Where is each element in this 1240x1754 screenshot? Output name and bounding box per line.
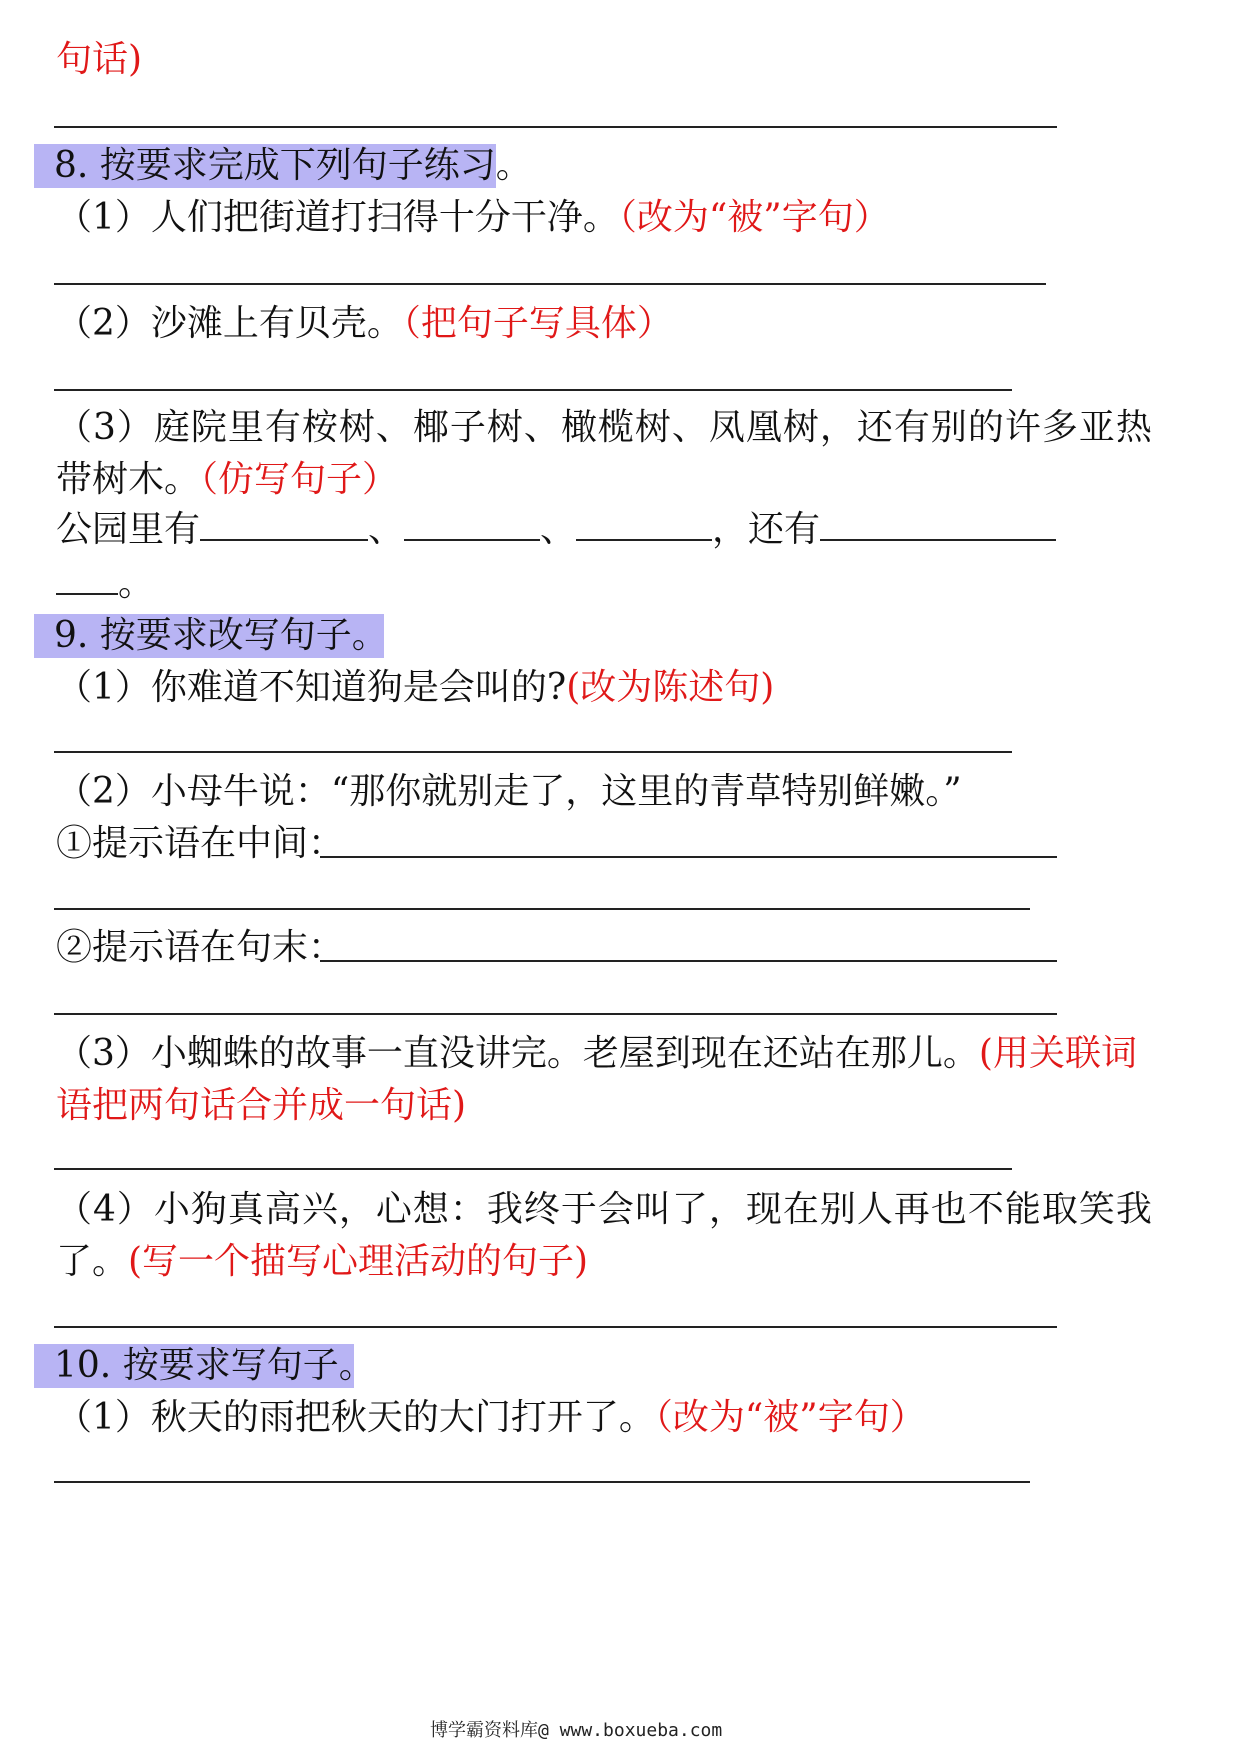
fill-end: 。 — [118, 563, 155, 604]
q8-item1-text: （1）人们把街道打扫得十分干净。 — [56, 197, 619, 238]
footer-url[interactable]: @ www.boxueba.com — [538, 1720, 723, 1741]
q9-item4-hint: (写一个描写心理活动的句子) — [128, 1241, 589, 1282]
q8-item3-text: 带树木。 — [56, 459, 201, 500]
fill-sep: ，还有 — [712, 509, 821, 550]
q8-fill-row — [56, 508, 1056, 552]
q8-item2-hint: （把句子写具体） — [402, 303, 673, 344]
fill-blank-5[interactable] — [56, 563, 118, 595]
q8-title: 8. 按要求完成下列句子练习。 — [54, 145, 532, 186]
fill-sep: 、 — [368, 509, 405, 550]
footer-site-name: 博学霸资料库 — [430, 1720, 538, 1741]
fill-sep: 、 — [540, 509, 577, 550]
q9-item3-text: （3）小蜘蛛的故事一直没讲完。老屋到现在还站在那儿。 — [56, 1033, 979, 1074]
answer-line[interactable] — [320, 960, 1057, 962]
fill-prefix: 公园里有 — [56, 509, 201, 550]
fill-blank-4[interactable] — [820, 509, 1056, 541]
answer-line[interactable] — [320, 856, 1057, 858]
answer-line — [54, 1326, 1057, 1328]
q9-item3-hint-b: 语把两句话合并成一句话) — [56, 1085, 467, 1126]
answer-line — [54, 283, 1046, 285]
footer-watermark — [430, 1716, 722, 1742]
fill-blank-3[interactable] — [576, 509, 712, 541]
q9-item1-hint: (改为陈述句) — [566, 667, 775, 708]
q9-item2-sub2: ②提示语在句末： — [56, 927, 345, 968]
q9-item2-text: （2）小母牛说：“那你就别走了，这里的青草特别鲜嫩。” — [56, 771, 962, 812]
q8-item3-line2 — [56, 458, 398, 502]
fill-blank-1[interactable] — [200, 509, 368, 541]
q8-item1-hint: （改为“被”字句） — [618, 197, 890, 238]
q8-item2 — [56, 302, 673, 346]
top-fragment-hint: 句话) — [56, 39, 143, 80]
answer-line — [54, 126, 1057, 128]
answer-line — [54, 908, 1030, 910]
answer-line — [54, 751, 1012, 753]
q9-item4-line1: （4）小狗真高兴，心想：我终于会叫了，现在别人再也不能取笑我 — [56, 1189, 1153, 1230]
q10-title: 10. 按要求写句子。 — [54, 1345, 375, 1386]
q8-fill-row2 — [56, 562, 154, 606]
fill-blank-2[interactable] — [404, 509, 540, 541]
answer-line — [54, 389, 1012, 391]
q8-item3-hint: （仿写句子） — [200, 459, 399, 500]
q8-item2-text: （2）沙滩上有贝壳。 — [56, 303, 403, 344]
q9-item1 — [56, 666, 774, 710]
q10-item1 — [56, 1396, 926, 1440]
answer-line — [54, 1013, 1057, 1015]
q9-item2-sub1: ①提示语在中间： — [56, 823, 345, 864]
q10-item1-text: （1）秋天的雨把秋天的大门打开了。 — [56, 1397, 655, 1438]
q9-item1-text: （1）你难道不知道狗是会叫的? — [56, 667, 567, 708]
answer-line — [54, 1481, 1030, 1483]
q8-item1 — [56, 196, 890, 240]
q10-item1-hint: （改为“被”字句） — [654, 1397, 926, 1438]
answer-line — [54, 1168, 1012, 1170]
q9-title: 9. 按要求改写句子。 — [54, 615, 388, 656]
q9-item3-line1 — [56, 1032, 1137, 1076]
q9-item4-line2 — [56, 1240, 588, 1284]
q9-item4-text2: 了。 — [56, 1241, 129, 1282]
q8-item3-line1: （3）庭院里有桉树、椰子树、橄榄树、凤凰树，还有别的许多亚热 — [56, 407, 1153, 448]
q9-item3-hint-a: (用关联词 — [978, 1033, 1137, 1074]
